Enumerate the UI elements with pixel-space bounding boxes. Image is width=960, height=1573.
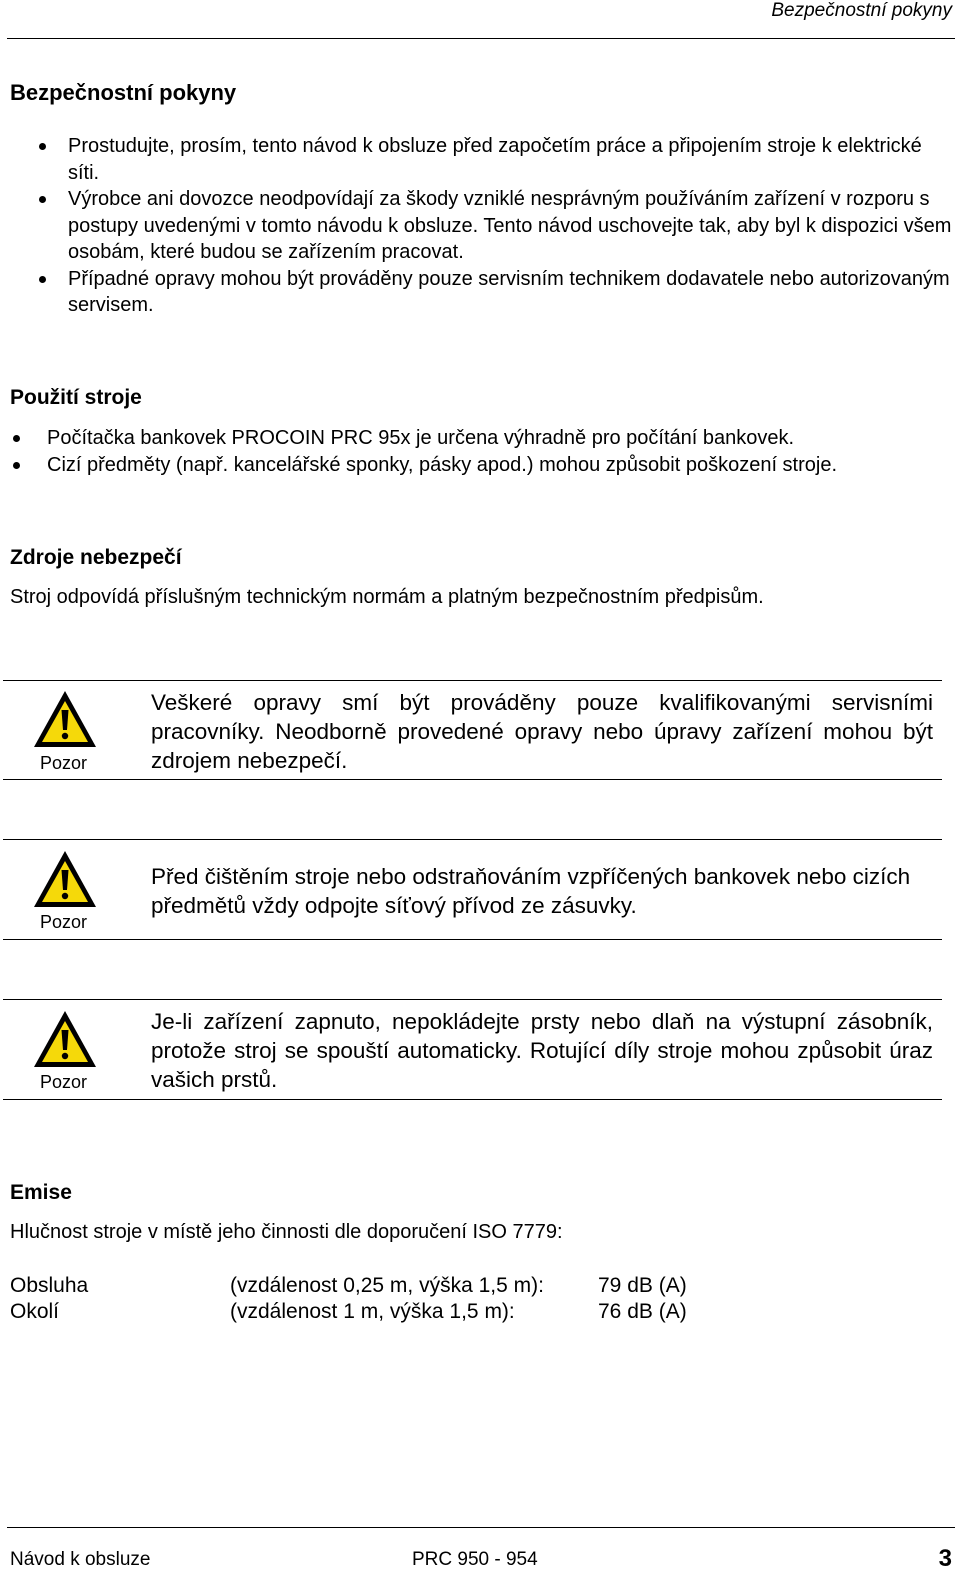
section-title-emissions: Emise	[10, 1181, 72, 1204]
warning-label: Pozor	[40, 912, 88, 932]
emissions-row-value: 76 dB (A)	[598, 1300, 687, 1323]
hazards-text: Stroj odpovídá příslušným technickým normám a platným bezpečnostním předpisům.	[10, 586, 764, 608]
emissions-row-value: 79 dB (A)	[598, 1274, 687, 1297]
emissions-text: Hlučnost stroje v místě jeho činnosti dle doporučení ISO 7779:	[10, 1221, 563, 1243]
warning-rule-top	[3, 839, 942, 840]
warning-rule-bottom	[3, 779, 942, 780]
warning-rule-bottom	[3, 939, 942, 940]
warning-rule-top	[3, 999, 942, 1000]
warning-text: Před čištěním stroje nebo odstraňováním vzpříčených bankovek nebo cizích předmětů vždy odpojte síťový přívod ze zásuvky.	[151, 864, 911, 918]
bullet-icon	[13, 462, 20, 469]
bullet-icon	[39, 276, 46, 283]
list-item: Cizí předměty (např. kancelářské sponky, pásky apod.) mohou způsobit poškození stroje.	[47, 452, 957, 479]
running-header: Bezpečnostní pokyny	[771, 0, 952, 21]
page-number: 3	[938, 1545, 952, 1572]
list-item: Případné opravy mohou být prováděny pouze servisním technikem dodavatele nebo autorizovaným servisem.	[68, 266, 954, 319]
bullet-icon	[39, 196, 46, 203]
warning-text: Je-li zařízení zapnuto, nepokládejte prsty nebo dlaň na výstupní zásobník, protože stroj se spouští automaticky. Rotující díly stroje mohou způsobit úraz vašich prstů.	[151, 1009, 933, 1092]
section-title-usage: Použití stroje	[10, 386, 142, 409]
emissions-row-condition: (vzdálenost 0,25 m, výška 1,5 m):	[230, 1274, 544, 1297]
footer-rule	[7, 1527, 955, 1528]
section-title-hazards: Zdroje nebezpečí	[10, 546, 182, 569]
warning-rule-bottom	[3, 1099, 942, 1100]
warning-text: Veškeré opravy smí být prováděny pouze kvalifikovanými servisními pracovníky. Neodborně provedené opravy nebo úpravy zařízení mohou být zdrojem nebezpečí.	[151, 690, 933, 773]
footer-document-title: Návod k obsluze	[10, 1549, 151, 1570]
list-item: Prostudujte, prosím, tento návod k obsluze před započetím práce a připojením stroje k elektrické síti.	[68, 133, 954, 186]
warning-triangle-icon	[31, 688, 99, 750]
bullet-icon	[39, 143, 46, 150]
section-title-safety: Bezpečnostní pokyny	[10, 80, 237, 105]
bullet-icon	[13, 435, 20, 442]
emissions-row-label: Obsluha	[10, 1274, 89, 1297]
list-item: Výrobce ani dovozce neodpovídají za škody vzniklé nesprávným používáním zařízení v rozporu s postupy uvedenými v tomto návodu k obsluze. Tento návod uschovejte tak, aby byl k dispozici všem osobám, které budou se zařízením pracovat.	[68, 186, 954, 266]
warning-label: Pozor	[40, 1072, 88, 1092]
footer-model: PRC 950 - 954	[412, 1549, 538, 1570]
list-item: Počítačka bankovek PROCOIN PRC 95x je určena výhradně pro počítání bankovek.	[47, 425, 957, 452]
safety-bullet-list	[68, 133, 954, 319]
warning-triangle-icon	[31, 848, 99, 910]
warning-label: Pozor	[40, 753, 88, 773]
header-rule	[7, 38, 955, 39]
warning-rule-top	[3, 680, 942, 681]
emissions-row-label: Okolí	[10, 1300, 60, 1323]
warning-triangle-icon	[31, 1008, 99, 1070]
usage-bullet-list	[47, 425, 957, 478]
emissions-row-condition: (vzdálenost 1 m, výška 1,5 m):	[230, 1300, 515, 1323]
